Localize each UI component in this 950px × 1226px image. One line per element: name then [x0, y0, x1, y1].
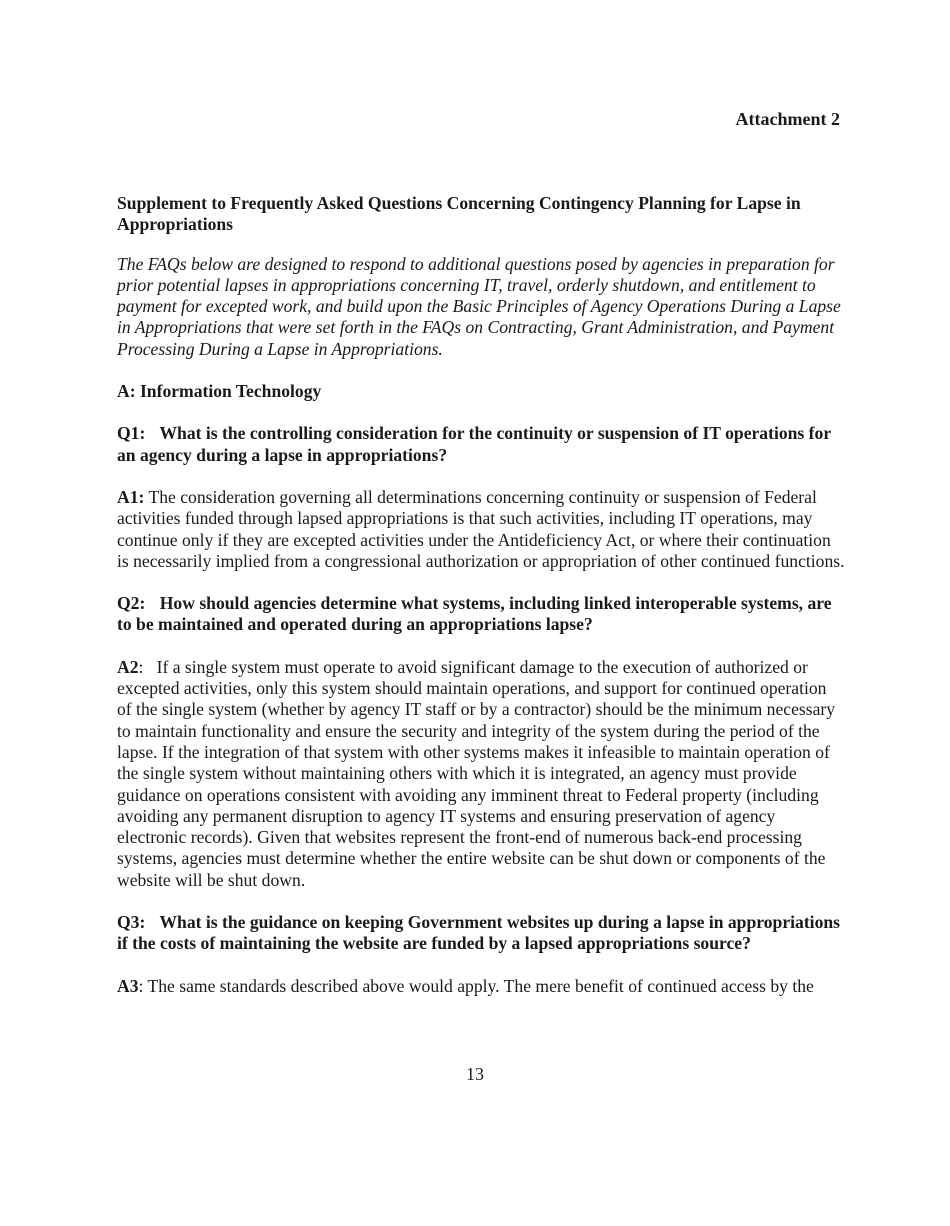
answer-2-label: A2: [117, 656, 139, 677]
question-1: [117, 423, 845, 466]
attachment-label: Attachment 2: [735, 109, 840, 129]
answer-3: A3: The same standards described above would apply. The mere benefit of continued access by the: [117, 975, 814, 996]
question-1-text: What is the controlling consideration for the continuity or suspension of IT operations for an agency during a lapse in appropriations?: [117, 423, 831, 465]
answer-3-label: A3: [117, 975, 139, 996]
question-2: [117, 593, 845, 636]
intro-paragraph: The FAQs below are designed to respond to additional questions posed by agencies in preparation for prior potential lapses in appropriations concerning IT, travel, orderly shutdown, and entitlement to payment for excepted work, and build upon the Basic Principles of Agency Operations During a Lapse in Appropriations that were set forth in the FAQs on Contracting, Grant Administration, and Payment Processing During a Lapse in Appropriations.: [117, 253, 841, 359]
answer-1-text: The consideration governing all determinations concerning continuity or suspension of Federal activities funded through lapsed appropriations is that such activities, including IT operations, may continue only if they are excepted activities under the Antideficiency Act, or where their continuation is necessarily implied from a congressional authorization or appropriation of other continued functions.: [117, 486, 845, 571]
page-number: 13: [466, 1064, 484, 1084]
answer-1: [117, 487, 845, 572]
question-2-label: Q2:: [117, 593, 146, 614]
answer-3-text: The same standards described above would apply. The mere benefit of continued access by the: [147, 975, 814, 996]
question-1-label: Q1:: [117, 423, 146, 444]
question-3-label: Q3:: [117, 912, 146, 933]
question-2-text: How should agencies determine what systems, including linked interoperable systems, are to be maintained and operated during an appropriations lapse?: [117, 593, 832, 635]
answer-1-label: A1:: [117, 486, 145, 507]
document-title: Supplement to Frequently Asked Questions Concerning Contingency Planning for Lapse in Appropriations: [117, 193, 801, 235]
section-heading-it: A: Information Technology: [117, 381, 322, 402]
question-3-text: What is the guidance on keeping Government websites up during a lapse in appropriations if the costs of maintaining the website are funded by a lapsed appropriations source?: [117, 912, 840, 954]
answer-2-text: If a single system must operate to avoid significant damage to the execution of authorized or excepted activities, only this system should maintain operations, and support for continued operation of the single system (whether by agency IT staff or by a contractor) should be the minimum necessary to maintain functionality and ensure the security and integrity of the system during the period of the lapse. If the integration of that system with other systems makes it infeasible to maintain operation of the single system without maintaining others with which it is integrated, an agency must provide guidance on operations consistent with avoiding any imminent threat to Federal property (including avoiding any permanent disruption to agency IT systems and ensuring preservation of agency electronic records). Given that websites represent the front-end of numerous back-end processing systems, agencies must determine whether the entire website can be shut down or components of the website will be shut down.: [117, 656, 836, 890]
document-body: [117, 193, 845, 1018]
answer-2: A2: If a single system must operate to avoid significant damage to the execution of authorized or excepted activities, only this system should maintain operations, and support for continued operation of the single system (whether by agency IT staff or by a contractor) should be the minimum necessary to maintain functionality and ensure the security and integrity of the system during the period of the lapse. If the integration of that system with other systems makes it infeasible to maintain operation of the single system without maintaining others with which it is integrated, an agency must provide guidance on operations consistent with avoiding any imminent threat to Federal property (including avoiding any permanent disruption to agency IT systems and ensuring preservation of agency electronic records). Given that websites represent the front-end of numerous back-end processing systems, agencies must determine whether the entire website can be shut down or components of the website will be shut down.: [117, 656, 836, 890]
question-3: [117, 912, 845, 955]
